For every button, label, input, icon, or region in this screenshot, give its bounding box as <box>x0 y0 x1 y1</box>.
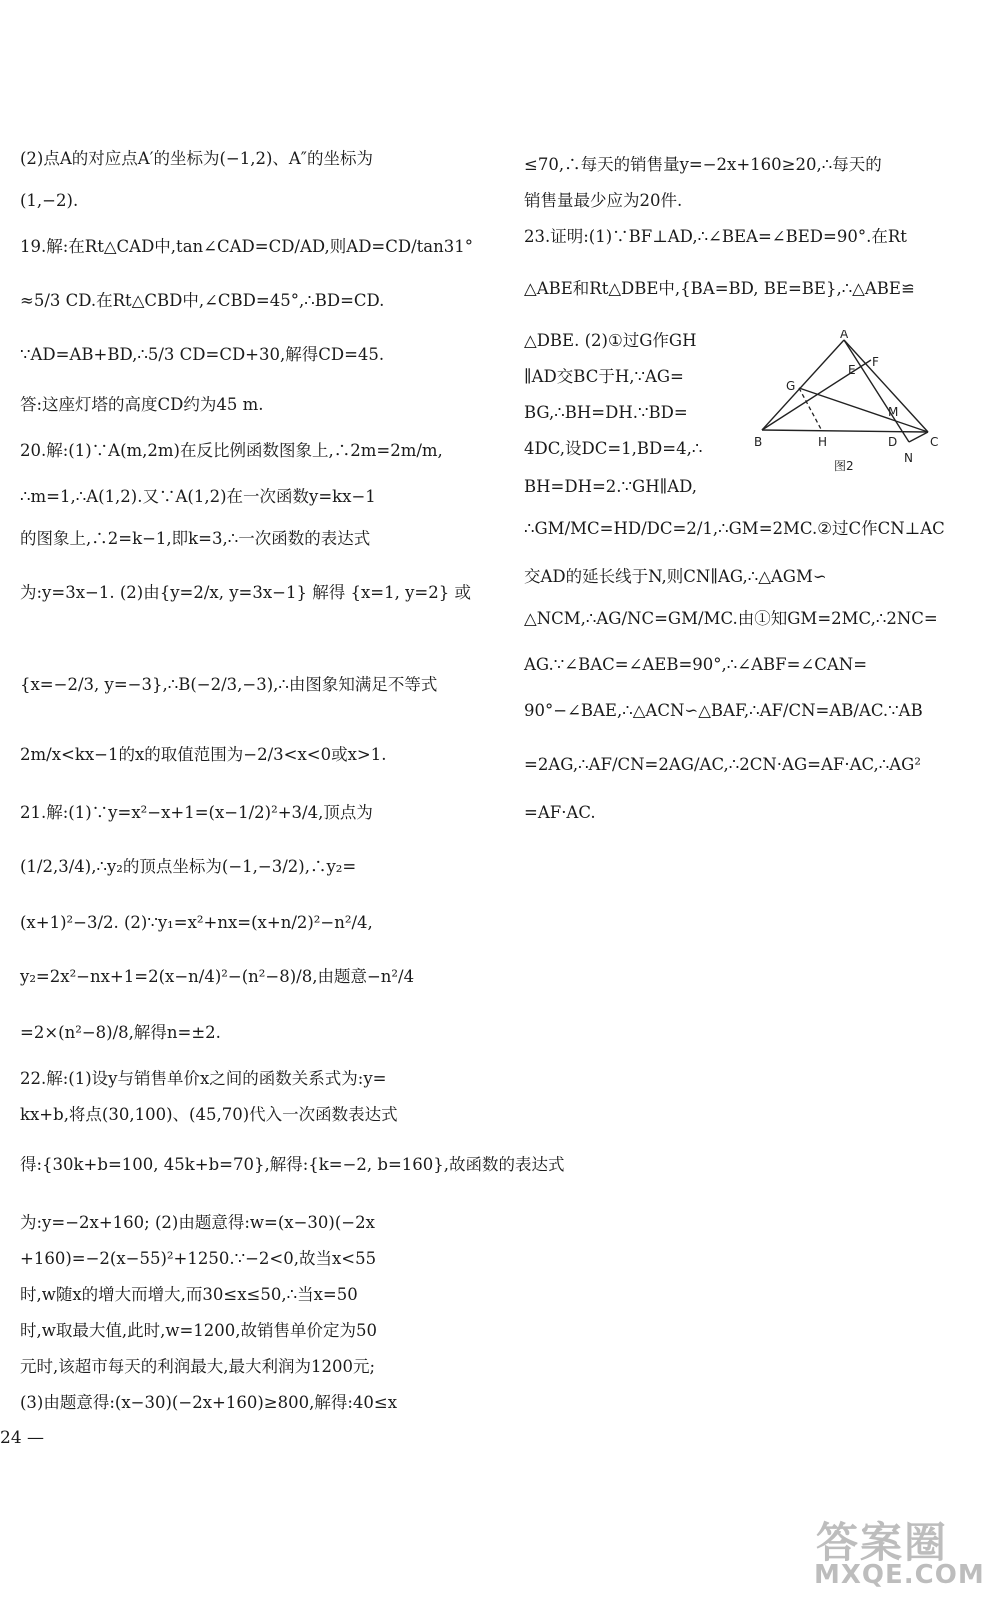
text-line: 23.证明:(1)∵BF⊥AD,∴∠BEA=∠BED=90°.在Rt <box>524 227 907 246</box>
text-line: 19.解:在Rt△CAD中,tan∠CAD=CD/AD,则AD=CD/tan31° <box>20 237 474 256</box>
text-line: ∴GM/MC=HD/DC=2/1,∴GM=2MC.②过C作CN⊥AC <box>524 519 945 538</box>
text-line: 22.解:(1)设y与销售单价x之间的函数关系式为:y= <box>20 1069 387 1088</box>
watermark-url: MXQE.COM <box>814 1560 985 1590</box>
text-line: AG.∵∠BAC=∠AEB=90°,∴∠ABF=∠CAN= <box>524 655 868 674</box>
text-line: △DBE. (2)①过G作GH <box>524 331 697 350</box>
figure-caption: 图2 <box>834 459 854 473</box>
text-line: 90°−∠BAE,∴△ACN∽△BAF,∴AF/CN=AB/AC.∵AB <box>524 701 923 720</box>
text-line: 的图象上,∴2=k−1,即k=3,∴一次函数的表达式 <box>20 529 371 548</box>
triangle-diagram <box>752 330 974 490</box>
text-line: △ABE和Rt△DBE中,{BA=BD, BE=BE},∴△ABE≌ <box>524 279 915 298</box>
text-line: BH=DH=2.∵GH∥AD, <box>524 477 698 496</box>
text-line: ≤70,∴每天的销售量y=−2x+160≥20,∴每天的 <box>524 155 882 174</box>
text-line: =AF·AC. <box>524 803 596 822</box>
label-f: F <box>872 355 879 369</box>
text-line: ∴m=1,∴A(1,2).又∵A(1,2)在一次函数y=kx−1 <box>20 487 376 506</box>
text-line: 时,w取最大值,此时,w=1200,故销售单价定为50 <box>20 1321 378 1340</box>
label-c: C <box>930 435 939 449</box>
text-line: y₂=2x²−nx+1=2(x−n/4)²−(n²−8)/8,由题意−n²/4 <box>20 967 415 986</box>
segment-cn <box>909 432 928 442</box>
text-line: (1/2,3/4),∴y₂的顶点坐标为(−1,−3/2),∴y₂= <box>20 857 357 876</box>
text-line: +160)=−2(x−55)²+1250.∵−2<0,故当x<55 <box>20 1249 377 1268</box>
label-b: B <box>754 435 763 449</box>
text-line: 2m/x<kx−1的x的取值范围为−2/3<x<0或x>1. <box>20 745 387 764</box>
text-line: kx+b,将点(30,100)、(45,70)代入一次函数表达式 <box>20 1105 398 1124</box>
text-line: 20.解:(1)∵A(m,2m)在反比例函数图象上,∴2m=2m/m, <box>20 441 443 460</box>
text-line: 4DC,设DC=1,BD=4,∴ <box>524 439 703 458</box>
text-line: =2×(n²−8)/8,解得n=±2. <box>20 1023 221 1042</box>
label-e: E <box>848 363 856 377</box>
label-n: N <box>904 451 913 465</box>
text-line: 21.解:(1)∵y=x²−x+1=(x−1/2)²+3/4,顶点为 <box>20 803 373 822</box>
text-line: 答:这座灯塔的高度CD约为45 m. <box>20 395 264 414</box>
label-a: A <box>840 330 849 341</box>
text-line: 交AD的延长线于N,则CN∥AG,∴△AGM∽ <box>524 567 827 586</box>
text-line: ≈5/3 CD.在Rt△CBD中,∠CBD=45°,∴BD=CD. <box>20 291 385 310</box>
text-line: ∥AD交BC于H,∵AG= <box>524 367 684 386</box>
text-line: (2)点A的对应点A′的坐标为(−1,2)、A″的坐标为 <box>20 149 373 168</box>
segment-dn <box>902 431 909 442</box>
text-line: =2AG,∴AF/CN=2AG/AC,∴2CN·AG=AF·AC,∴AG² <box>524 755 921 774</box>
text-line: BG,∴BH=DH.∵BD= <box>524 403 688 422</box>
text-line: ∵AD=AB+BD,∴5/3 CD=CD+30,解得CD=45. <box>20 345 385 364</box>
text-line: 得:{30k+b=100, 45k+b=70},解得:{k=−2, b=160},故函数的表达式 <box>20 1155 565 1174</box>
text-line: 为:y=3x−1. (2)由{y=2/x, y=3x−1} 解得 {x=1, y=2} 或 <box>20 583 471 602</box>
text-line: 为:y=−2x+160; (2)由题意得:w=(x−30)(−2x <box>20 1213 375 1232</box>
text-line: △NCM,∴AG/NC=GM/MC.由①知GM=2MC,∴2NC= <box>524 609 938 628</box>
label-h: H <box>818 435 828 449</box>
text-line: 销售量最少应为20件. <box>524 191 683 210</box>
label-m: M <box>888 405 899 419</box>
text-line: (x+1)²−3/2. (2)∵y₁=x²+nx=(x+n/2)²−n²/4, <box>20 913 373 932</box>
text-line: (3)由题意得:(x−30)(−2x+160)≥800,解得:40≤x <box>20 1393 398 1412</box>
text-line: 时,w随x的增大而增大,而30≤x≤50,∴当x=50 <box>20 1285 358 1304</box>
text-line: {x=−2/3, y=−3},∴B(−2/3,−3),∴由图象知满足不等式 <box>20 675 438 694</box>
label-g: G <box>786 379 796 393</box>
page-number: 24 — <box>0 1428 45 1448</box>
text-line: 元时,该超市每天的利润最大,最大利润为1200元; <box>20 1357 376 1376</box>
label-d: D <box>888 435 898 449</box>
watermark <box>808 1510 988 1594</box>
text-line: (1,−2). <box>20 191 79 210</box>
watermark-logo-text: 答案圈 <box>816 1518 949 1567</box>
geometry-figure <box>752 330 974 490</box>
